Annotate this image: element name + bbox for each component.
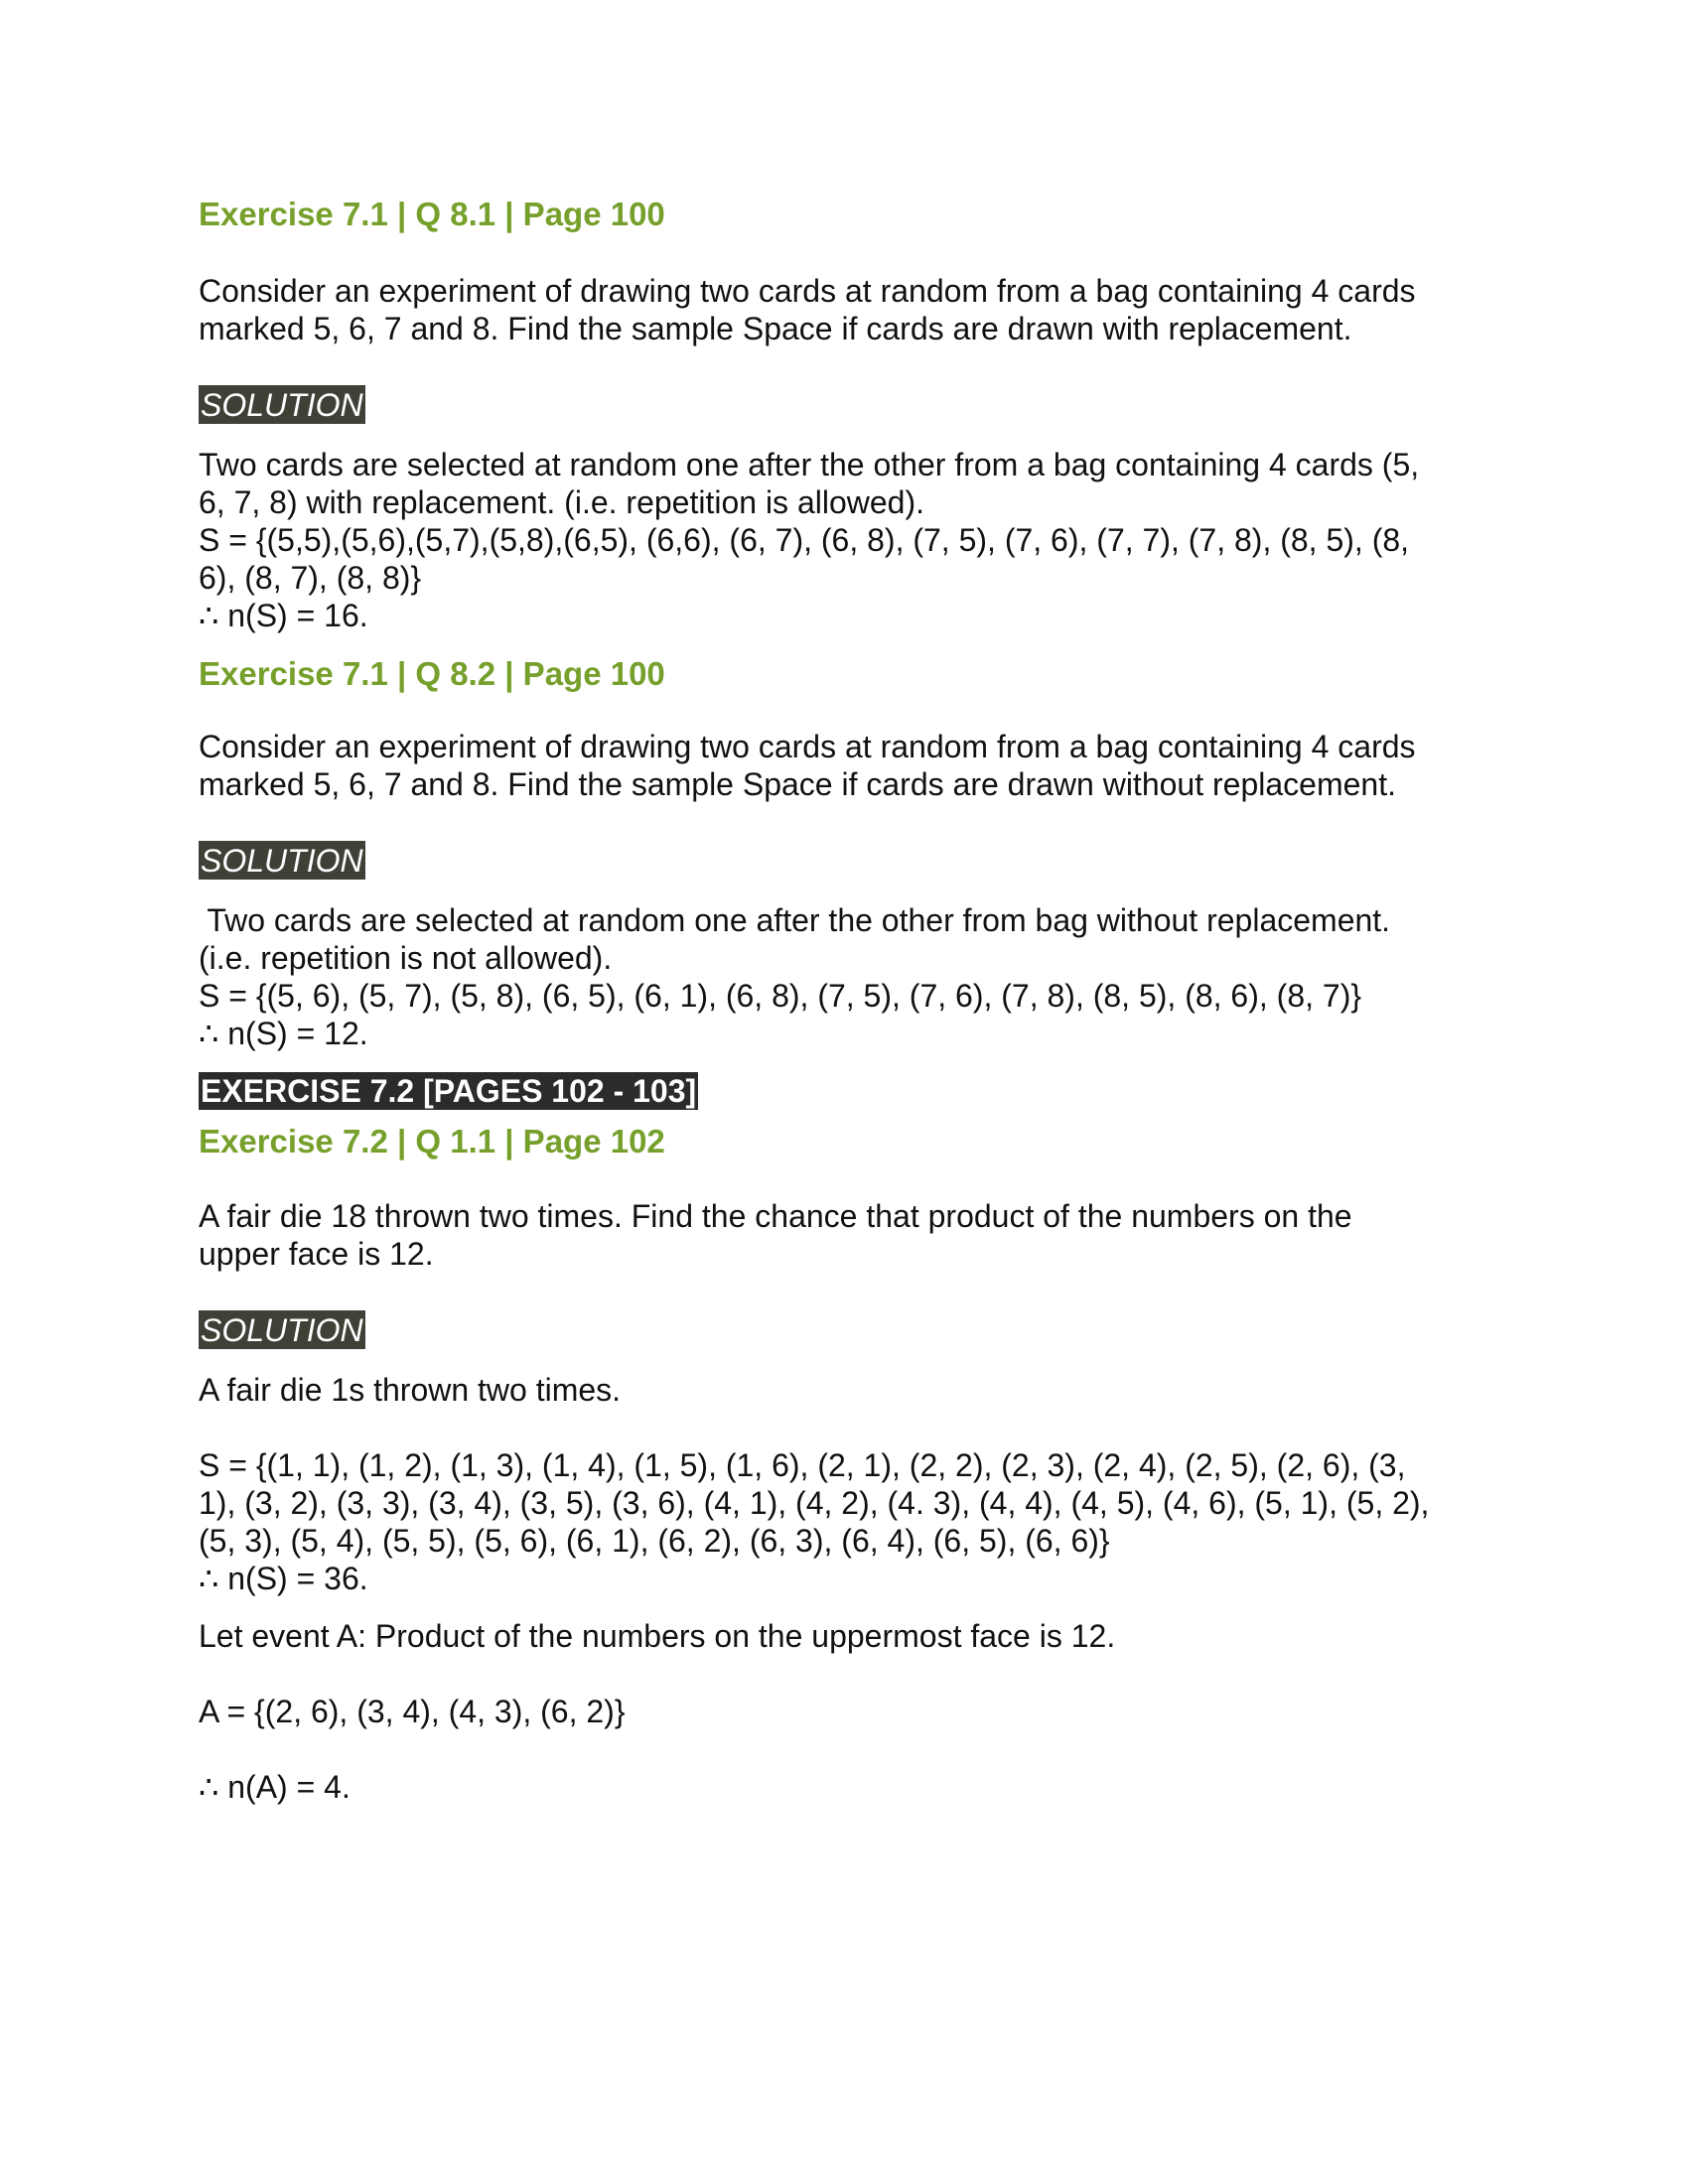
question-heading-8-1: Exercise 7.1 | Q 8.1 | Page 100 [199, 196, 665, 232]
event-set: A = {(2, 6), (3, 4), (4, 3), (6, 2)} [199, 1694, 626, 1729]
question-heading-8-2: Exercise 7.1 | Q 8.2 | Page 100 [199, 655, 665, 692]
sample-space-line: (5, 3), (5, 4), (5, 5), (5, 6), (6, 1), (6, 2), (6, 3), (6, 4), (6, 5), (6, 6)} [199, 1523, 1110, 1559]
solution-line: ∴ n(S) = 16. [199, 598, 368, 633]
question-text-8-2 [199, 728, 1489, 803]
solution-line: 6, 7, 8) with replacement. (i.e. repetition is allowed). [199, 484, 924, 520]
solution-line: (i.e. repetition is not allowed). [199, 940, 613, 976]
question-line: marked 5, 6, 7 and 8. Find the sample Space if cards are drawn with replacement. [199, 311, 1352, 346]
sample-space-line: ∴ n(S) = 36. [199, 1561, 368, 1596]
exercise-banner: EXERCISE 7.2 [PAGES 102 - 103] [201, 1073, 697, 1109]
sample-space-line: S = {(1, 1), (1, 2), (1, 3), (1, 4), (1, 5), (1, 6), (2, 1), (2, 2), (2, 3), (2, 4), (2, 5), (2, 6), (3, [199, 1447, 1406, 1483]
event-count: ∴ n(A) = 4. [199, 1769, 351, 1805]
question-line: A fair die 18 thrown two times. Find the chance that product of the numbers on the [199, 1198, 1352, 1234]
solution-line: ∴ n(S) = 12. [199, 1016, 368, 1051]
solution-text-8-2 [199, 901, 1489, 1052]
solution-line: 6), (8, 7), (8, 8)} [199, 560, 422, 596]
solution-intro: A fair die 1s thrown two times. [199, 1372, 622, 1408]
question-heading-1-1: Exercise 7.2 | Q 1.1 | Page 102 [199, 1123, 665, 1160]
question-line: upper face is 12. [199, 1236, 434, 1272]
question-line: Consider an experiment of drawing two cards at random from a bag containing 4 cards [199, 273, 1416, 309]
solution-text-8-1 [199, 446, 1489, 634]
sample-space-line: 1), (3, 2), (3, 3), (3, 4), (3, 5), (3, 6), (4, 1), (4, 2), (4. 3), (4, 4), (4, 5), (4, 6), (5, 1), (5, 2), [199, 1485, 1430, 1521]
solution-label: SOLUTION [201, 843, 363, 879]
solution-line: Two cards are selected at random one after the other from bag without replacement. [199, 902, 1391, 938]
event-text: Let event A: Product of the numbers on the uppermost face is 12. [199, 1618, 1116, 1654]
question-line: marked 5, 6, 7 and 8. Find the sample Space if cards are drawn without replacement. [199, 766, 1396, 802]
solution-label: SOLUTION [201, 387, 363, 423]
question-text-1-1 [199, 1197, 1489, 1273]
document-page [199, 195, 1489, 1806]
question-line: Consider an experiment of drawing two cards at random from a bag containing 4 cards [199, 729, 1416, 764]
solution-label: SOLUTION [201, 1312, 363, 1348]
question-text-8-1 [199, 272, 1489, 347]
sample-space [199, 1446, 1489, 1597]
solution-line: S = {(5, 6), (5, 7), (5, 8), (6, 5), (6, 1), (6, 8), (7, 5), (7, 6), (7, 8), (8, 5), (8, 6), (8, 7)} [199, 978, 1362, 1014]
solution-line: S = {(5,5),(5,6),(5,7),(5,8),(6,5), (6,6), (6, 7), (6, 8), (7, 5), (7, 6), (7, 7), (7, 8), (8, 5), (8, [199, 522, 1410, 558]
solution-line: Two cards are selected at random one after the other from a bag containing 4 cards (5, [199, 447, 1420, 482]
